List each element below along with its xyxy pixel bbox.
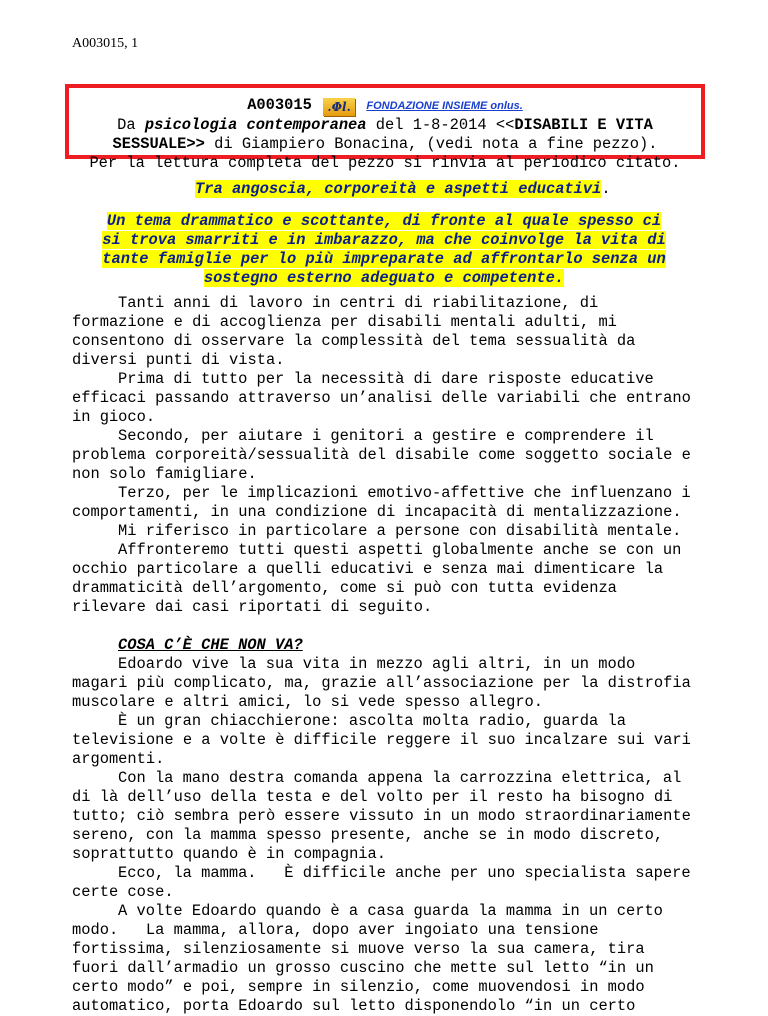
paragraph: Affronteremo tutti questi aspetti globalmente anche se con un occhio particolare a quelli educativi e senza mai dimenticare la drammaticità dell’argomento, come si può con tutta evidenza rilevare dai casi riportati di seguito. xyxy=(72,541,682,616)
paragraph: A volte Edoardo quando è a casa guarda la mamma in un certo modo. La mamma, allora, dopo aver ingoiato una tensione fortissima, silenziosamente si muove verso la sua camera, tira fuori dall’armadio un grosso cuscino che mette sul letto “in un certo modo” e poi, sempre in silenzio, come muovendosi in modo automatico, porta Edoardo sul letto disponendolo “in un certo xyxy=(72,902,673,1015)
subtitle-highlight: Tra angoscia, corporeità e aspetti educativi xyxy=(195,180,602,198)
source-prefix: Da xyxy=(117,116,145,134)
article-subtitle xyxy=(195,180,611,199)
foundation-link[interactable]: FONDAZIONE INSIEME onlus. xyxy=(366,100,523,112)
source-line-4: Per la lettura completa del pezzo si rinvia al periodico citato. xyxy=(89,154,681,172)
intro-line: sostegno esterno adeguato e competente. xyxy=(203,269,565,287)
paragraph: Mi riferisco in particolare a persone con disabilità mentale. xyxy=(118,522,682,540)
paragraph: Tanti anni di lavoro in centri di riabilitazione, di formazione e di accoglienza per disabili mentali adulti, mi consentono di osservare la complessità del tema sessualità da diversi punti di vista. xyxy=(72,294,636,369)
running-head: A003015, 1 xyxy=(72,36,139,51)
paragraph: Edoardo vive la sua vita in mezzo agli altri, in un modo magari più complicato, ma, grazie all’associazione per la distrofia muscolare e altri amici, lo si vede spesso allegro. xyxy=(72,655,691,711)
paragraph: Ecco, la mamma. È difficile anche per uno specialista sapere certe cose. xyxy=(72,864,700,901)
intro-line: tante famiglie per lo più impreparate ad affrontarlo senza un xyxy=(102,250,666,268)
subtitle-period: . xyxy=(601,180,611,198)
intro-line: Un tema drammatico e scottante, di fronte al quale spesso ci xyxy=(106,212,662,230)
source-title-part2: SESSUALE>> xyxy=(112,135,205,153)
foundation-logo: .Φl. xyxy=(323,98,355,116)
intro-abstract xyxy=(72,212,696,288)
article-body xyxy=(72,294,700,1016)
doc-code: A003015 xyxy=(247,96,312,114)
source-journal: psicologia contemporanea xyxy=(144,116,367,134)
intro-line: si trova smarriti e in imbarazzo, ma che coinvolge la vita di xyxy=(102,231,666,249)
source-title-part1: DISABILI E VITA xyxy=(514,116,653,134)
source-line-3 xyxy=(69,135,701,154)
source-line-1 xyxy=(69,96,701,116)
paragraph: Con la mano destra comanda appena la carrozzina elettrica, al di là dell’uso della testa e del volto per il resto ha bisogno di tutto; ciò sembra però essere vissuto in un modo straordinariamente sereno, con la mamma spesso presente, anche se in modo discreto, soprattutto quando è in compagnia. xyxy=(72,769,691,863)
section-heading: COSA C’È CHE NON VA? xyxy=(118,636,303,654)
source-date: del 1-8-2014 << xyxy=(366,116,515,134)
paragraph: Terzo, per le implicazioni emotivo-affettive che influenzano i comportamenti, in una condizione di incapacità di mentalizzazione. xyxy=(72,484,691,521)
paragraph: Prima di tutto per la necessità di dare risposte educative efficaci passando attraverso un’analisi delle variabili che entrano in gioco. xyxy=(72,370,691,426)
paragraph: È un gran chiacchierone: ascolta molta radio, guarda la televisione e a volte è difficile reggere il suo incalzare sui vari argomenti. xyxy=(72,712,691,768)
paragraph: Secondo, per aiutare i genitori a gestire e comprendere il problema corporeità/sessualità del disabile come soggetto sociale e non solo famigliare. xyxy=(72,427,691,483)
source-line-2 xyxy=(69,116,701,135)
source-author: di Giampiero Bonacina, (vedi nota a fine pezzo). xyxy=(204,135,658,153)
source-box xyxy=(65,84,705,172)
